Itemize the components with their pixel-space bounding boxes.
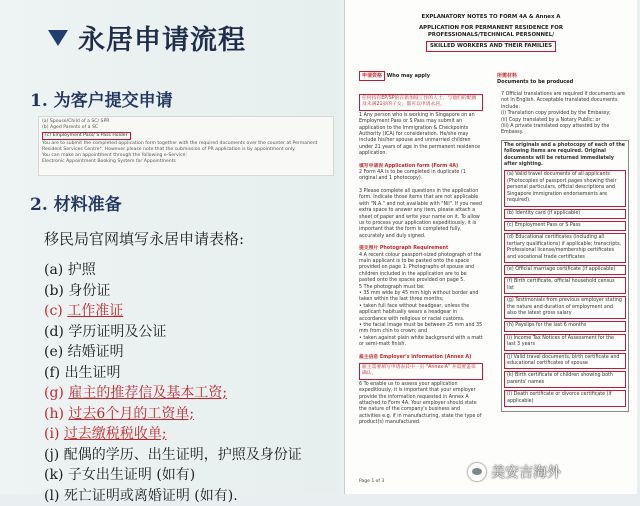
list-item [44, 465, 302, 486]
item-label: (l) [44, 488, 59, 504]
doc-paragraph: (k) Birth certificate of children showing both parents' names [504, 371, 626, 388]
item-label: (h) [44, 406, 64, 422]
watermark-text: 美安吉海外 [491, 462, 561, 482]
item-label: (c) [44, 303, 63, 319]
screenshot-snippet [38, 116, 334, 176]
required-docs-box [501, 140, 629, 412]
item-text: 学历证明及公证 [68, 324, 166, 340]
snippet-line: You can make an appointment through the following e-Service: [42, 153, 330, 159]
snippet-line: Electronic Appointment Booking System for Appointments [42, 159, 330, 165]
item-text: 工作准证 [67, 303, 123, 319]
form-document [344, 0, 637, 494]
doc-paragraph: (j) Valid travel documents, birth certificate and educational certificates of spouse [504, 353, 626, 370]
doc-paragraph: (d) Educational certificates (including all tertiary qualifications) if applicable; transcripts, Professional license/membership certificates and vocational trade certificates [504, 233, 626, 263]
list-item [44, 260, 302, 281]
doc-paragraph: 雇主需要填写申请表其中一页 "Annex A" 并需要盖章确认。 [359, 363, 483, 380]
title-row [48, 18, 246, 57]
snippet-line: You are to submit the completed application form together with the required documents over the counter at Permanent Resident Services Centre*. However please note that the submission of PR application is by appointment only. [42, 141, 330, 153]
list-item-highlighted [44, 424, 302, 445]
item-label: (k) [44, 467, 63, 483]
doc-subheading: 提交照片 Photograph Requirement [359, 246, 483, 252]
doc-subheading: 雇主信息 Employer's information (Annex A) [359, 355, 483, 361]
doc-paragraph: • taken full face without headgear, unless the applicant habitually wears a headgear in accordance with religious or racial customs. [359, 304, 483, 323]
doc-paragraph: (g) Testimonials from previous employer stating the nature and duration of employment and also the latest gross salary [504, 296, 626, 319]
doc-paragraph: 7 Official translations are required if documents are not in English. Acceptable translated documents include: [501, 92, 629, 111]
item-text: 结婚证明 [68, 344, 124, 360]
doc-paragraph: (a) Valid travel documents of all applicants (Photocopies of passport pages showing their personal particulars, official descriptions and Singapore immigration endorsements are required). [504, 170, 626, 206]
list-item [44, 486, 302, 506]
doc-heading-highlight: SKILLED WORKERS AND THEIR FAMILIES [426, 41, 556, 52]
col-header: Documents to be produced [497, 79, 573, 85]
doc-paragraph: 6 To enable us to assess your application expeditiously, it is important that your employer provide the information requested in Annex A attached to Form 4A. Your employer should state the nature of the company's business and activities e.g. if in manufacturing, state the type of product(s) manufactured. [359, 382, 483, 427]
doc-paragraph: 3 Please complete all questions in the application form. Indicate those items that are not applicable with "N.A." and not available with "Nil". If you need extra space to answer any item, please attach a sheet of paper and write your name on it. To allow us to process your application expeditiously, it is important that the form is completed fully, accurately and duly signed. [359, 189, 483, 240]
document-header [345, 0, 637, 52]
list-item-highlighted [44, 301, 302, 322]
doc-paragraph: (h) Payslips for the last 6 months [504, 321, 626, 331]
doc-heading: EXPLANATORY NOTES TO FORM 4A & Annex A [345, 14, 637, 20]
watermark [468, 462, 561, 482]
doc-paragraph: (e) Official marriage certificate (if applicable) [504, 265, 626, 275]
snippet-line: (b) Aged Parents of a SC [42, 125, 330, 131]
doc-paragraph: (b) Identity card (if applicable) [504, 209, 626, 219]
section-heading-2: 2. 材料准备 [30, 190, 122, 215]
page-title: 永居申请流程 [78, 18, 246, 57]
doc-paragraph: • the facial image must be between 25 mm and 35 mm from chin to crown; and [359, 323, 483, 336]
materials-list [44, 260, 302, 506]
list-item [44, 363, 302, 384]
doc-paragraph: 5 The photograph must be: [359, 285, 483, 291]
doc-paragraph: 任何持有EP/SP的在新加坡工作的人士，与他们的配偶及未满21岁的子女，都可以申请永居。 [359, 94, 483, 111]
doc-heading-line: PROFESSIONALS/TECHNICAL PERSONNEL/ [345, 32, 637, 39]
doc-paragraph: (c) Employment Pass or S Pass [504, 221, 626, 231]
list-item [44, 281, 302, 302]
snippet-highlight: (c) Employment Pass/ S Pass Holder [42, 132, 131, 140]
item-text: 出生证明 [65, 365, 121, 381]
doc-heading [345, 25, 637, 52]
item-text: 身份证 [68, 283, 110, 299]
doc-paragraph: (i) Income Tax Notices of Assessment for the last 3 years [504, 334, 626, 351]
doc-heading-line: APPLICATION FOR PERMANENT RESIDENCE FOR [345, 25, 637, 32]
doc-paragraph: 1 Any person who is working in Singapore on an Employment Pass or S Pass may submit an application to the Immigration & Checkpoints Authority (ICA) for consideration. He/she may include his/her spouse and unmarried children under 21 years of age in the permanent residence application. [359, 113, 483, 158]
item-text: 配偶的学历、出生证明，护照及身份证 [64, 447, 302, 463]
doc-right-column [501, 92, 629, 415]
doc-paragraph: (l) Death certificate or divorce certificate (if applicable) [504, 390, 626, 407]
doc-paragraph: (iii) A private translated copy attested by the Embassy. [501, 124, 629, 137]
item-label: (f) [44, 365, 60, 381]
doc-paragraph: • taken against plain white background with a matt or semi-matt finish. [359, 336, 483, 349]
item-label: (j) [44, 447, 59, 463]
col-header-cn: 申请资格 [359, 71, 385, 81]
list-item [44, 322, 302, 343]
doc-paragraph: (i) Translation copy provided by the Embassy; [501, 111, 629, 117]
doc-paragraph: (ii) Copy translated by a Notary Public; or [501, 118, 629, 124]
list-item-highlighted [44, 383, 302, 404]
col-header-cn: 所需材料 [497, 73, 517, 79]
list-item-highlighted [44, 404, 302, 425]
column-headers [359, 72, 627, 85]
col-header: Who may apply [387, 73, 430, 79]
list-intro: 移民局官网填写永居申请表格: [44, 228, 244, 249]
item-label: (i) [44, 426, 59, 442]
item-text: 过去6个月的工资单; [68, 406, 194, 422]
item-text: 子女出生证明 (如有) [68, 467, 195, 483]
snippet-line: (a) Spouse/Child of a SC/ SPR [42, 119, 330, 125]
doc-footer: Page 1 of 3 [359, 479, 627, 484]
doc-paragraph: The originals and a photocopy of each of the following items are required. Original documents will be returned immediately after sighting. [504, 143, 626, 169]
list-item [44, 445, 302, 466]
doc-paragraph: (f) Birth certificate, official household census list [504, 277, 626, 294]
doc-paragraph: • 35 mm wide by 45 mm high without border and taken within the last three months; [359, 291, 483, 304]
item-label: (g) [44, 385, 64, 401]
item-label: (e) [44, 344, 63, 360]
item-label: (b) [44, 283, 64, 299]
item-text: 过去缴税税收单; [64, 426, 167, 442]
item-label: (d) [44, 324, 64, 340]
item-text: 雇主的推荐信及基本工资; [68, 385, 227, 401]
doc-paragraph: 2 Form 4A is to be completed in duplicate (1 original and 1 photocopy). [359, 170, 483, 183]
item-text: 护照 [68, 262, 96, 278]
triangle-bullet-icon [48, 30, 68, 46]
doc-left-column [359, 92, 483, 427]
doc-subheading: 填写申请表 Application form (Form 4A) [359, 164, 483, 170]
wechat-logo-icon [468, 463, 486, 481]
item-text: 死亡证明或离婚证明 (如有). [64, 488, 238, 504]
item-label: (a) [44, 262, 63, 278]
section-heading-1: 1. 为客户提交申请 [30, 86, 173, 111]
doc-paragraph: 4 A recent colour passport-sized photograph of the main applicant is to be pasted onto the space provided on page 1. Photographs of spouse and children included in the application are to be pasted onto the spaces provided on page 5. [359, 253, 483, 285]
list-item [44, 342, 302, 363]
